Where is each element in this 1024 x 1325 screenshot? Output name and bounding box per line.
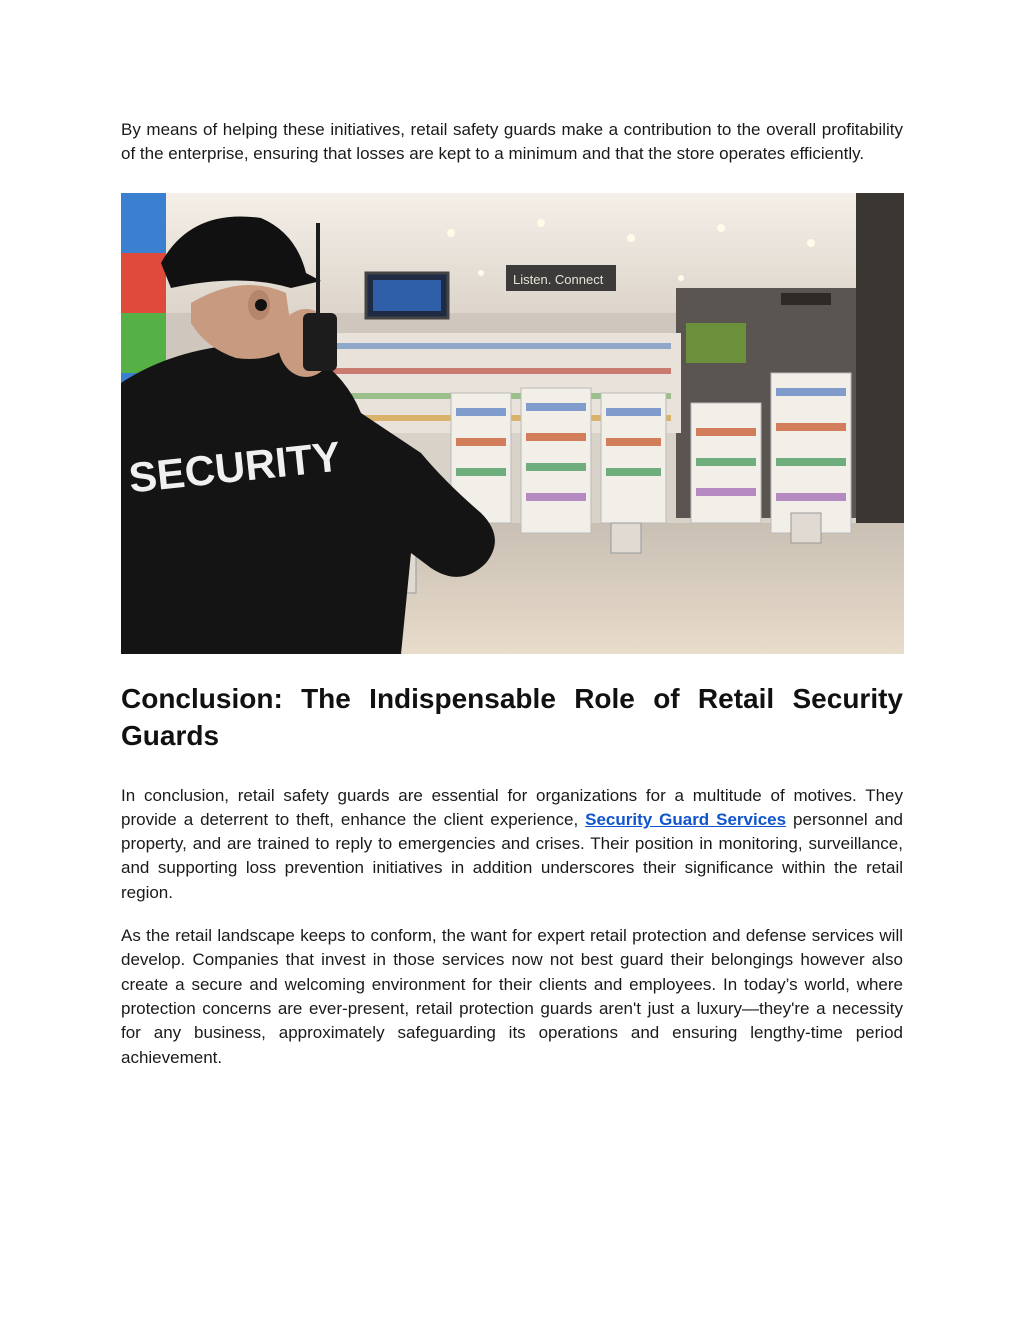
paragraph-1-text-after-link: personnel and property, and are trained to reply to emergencies and crises. Their position in monitoring, surveillance, and supporting loss prevention initiatives in addition underscores their significance within the retail region.: [121, 809, 903, 902]
paragraph-1-text-before-link: In conclusion, retail safety guards are essential for organizations for a multitude of motives. They provide a deterrent to theft, enhance the client experience,: [121, 785, 903, 829]
conclusion-heading: Conclusion: The Indispensable Role of Retail Security Guards: [121, 682, 903, 751]
intro-paragraph: By means of helping these initiatives, retail safety guards make a contribution to the overall profitability of the enterprise, ensuring that losses are kept to a minimum and that the store operates efficiently.: [121, 120, 903, 164]
store-sign-text: Listen. Connect: [513, 271, 604, 287]
conclusion-paragraph-1: [121, 784, 903, 905]
conclusion-paragraph-2: As the retail landscape keeps to conform, the want for expert retail protection and defense services will develop. Companies that invest in those services now not best guard their belongings however also create a secure and welcoming environment for their clients and employees. In today’s world, where protection concerns are ever-present, retail protection guards aren't just a luxury—they're a necessity for any business, approximately safeguarding its operations and ensuring lengthy-time period achievement.: [121, 926, 903, 1067]
document-page: [121, 118, 903, 1070]
security-guard-services-link[interactable]: Security Guard Services: [585, 809, 787, 829]
security-guard-photo: [121, 193, 904, 654]
jacket-text: SECURITY: [126, 432, 343, 502]
